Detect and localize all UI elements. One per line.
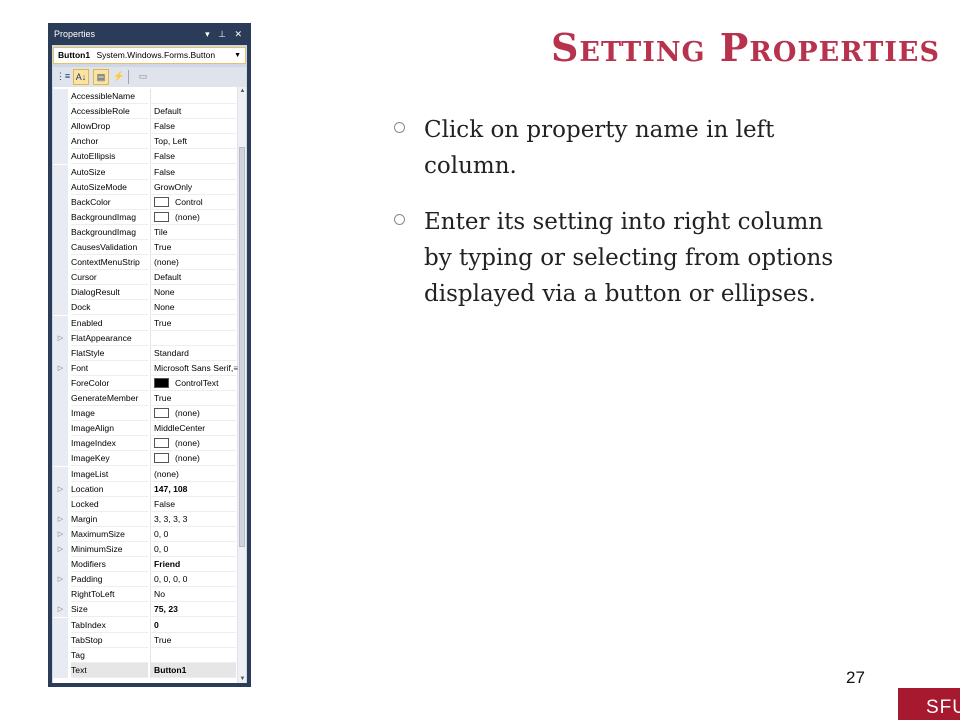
row-gutter (53, 587, 68, 602)
property-name[interactable]: TabStop (71, 633, 148, 648)
property-name[interactable]: BackColor (71, 195, 148, 210)
row-gutter (53, 195, 68, 210)
property-value-text: Friend (154, 559, 181, 570)
property-name[interactable]: Tag (71, 648, 148, 663)
property-name[interactable]: MinimumSize (71, 542, 148, 557)
bullet-item (394, 112, 834, 184)
property-name[interactable]: AutoSizeMode (71, 180, 148, 195)
property-name[interactable]: Font (71, 361, 148, 376)
row-gutter (53, 406, 68, 421)
scroll-down-icon[interactable]: ▼ (239, 676, 246, 682)
property-value-text: 0, 0, 0, 0 (154, 574, 188, 585)
property-name[interactable]: Modifiers (71, 557, 148, 572)
events-icon[interactable]: ⚡ (113, 71, 125, 81)
grid-scrollbar[interactable] (237, 87, 246, 683)
property-value[interactable] (150, 104, 236, 119)
property-value[interactable] (150, 663, 236, 678)
row-gutter (53, 497, 68, 512)
property-value-text: MiddleCenter (154, 423, 206, 434)
color-swatch-icon (154, 408, 169, 418)
property-value-text: (none) (154, 468, 179, 479)
expand-icon[interactable]: ▷ (53, 482, 68, 497)
property-row[interactable] (53, 451, 236, 466)
property-value[interactable] (150, 180, 236, 195)
row-gutter (53, 300, 68, 315)
property-row[interactable] (53, 165, 236, 180)
property-name[interactable]: MaximumSize (71, 527, 148, 542)
property-row[interactable] (53, 602, 236, 617)
property-name[interactable]: BackgroundImag (71, 210, 148, 225)
property-value[interactable] (150, 633, 236, 648)
color-swatch-icon (154, 378, 169, 388)
property-value-text: 0 (154, 619, 159, 630)
expand-icon[interactable]: ▷ (53, 572, 68, 587)
property-value[interactable] (150, 467, 236, 482)
property-name[interactable]: Text (71, 663, 148, 678)
bullet-marker-icon (394, 122, 405, 133)
property-value-text: 3, 3, 3, 3 (154, 513, 188, 524)
property-name[interactable]: BackgroundImag (71, 225, 148, 240)
property-value[interactable] (150, 331, 236, 346)
property-row[interactable] (53, 587, 236, 602)
property-value[interactable] (150, 134, 236, 149)
property-value[interactable] (150, 542, 236, 557)
property-name[interactable]: Cursor (71, 270, 148, 285)
property-value-text: Standard (154, 347, 189, 358)
property-value-text: (none) (175, 438, 200, 449)
bullet-item (394, 204, 834, 312)
property-value[interactable] (150, 451, 236, 466)
property-value[interactable] (150, 406, 236, 421)
property-name[interactable]: Size (71, 602, 148, 617)
property-value-text: False (154, 121, 176, 132)
property-row[interactable] (53, 557, 236, 572)
property-value[interactable] (150, 527, 236, 542)
property-value[interactable] (150, 225, 236, 240)
property-value[interactable] (150, 648, 236, 663)
properties-title: Properties (54, 29, 96, 39)
property-value-text: No (154, 589, 165, 600)
property-value-text: True (154, 242, 172, 252)
row-gutter (53, 210, 68, 225)
property-pages-icon[interactable]: ▭ (138, 71, 148, 81)
row-gutter (53, 119, 68, 134)
property-value[interactable] (150, 270, 236, 285)
bullet-text: Enter its setting into right column by typing or selecting from options displayed via a button or ellipses. (424, 209, 834, 307)
bullet-text: Click on property name in left column. (424, 117, 775, 179)
property-value-text: Microsoft Sans Serif, (154, 362, 234, 373)
row-gutter (53, 240, 68, 255)
property-name[interactable]: FlatAppearance (71, 331, 148, 346)
property-row[interactable] (53, 285, 236, 300)
row-gutter (53, 180, 68, 195)
row-gutter (53, 467, 68, 482)
property-name[interactable]: DialogResult (71, 285, 148, 300)
row-gutter (53, 89, 68, 104)
property-name[interactable]: Padding (71, 572, 148, 587)
row-gutter (53, 104, 68, 119)
property-name[interactable]: Image (71, 406, 148, 421)
bullet-marker-icon (394, 214, 405, 225)
row-gutter (53, 648, 68, 663)
property-row[interactable] (53, 391, 236, 406)
property-value[interactable] (150, 572, 236, 587)
property-value[interactable] (150, 618, 236, 633)
property-name[interactable]: Enabled (71, 316, 148, 331)
property-name[interactable]: ForeColor (71, 376, 148, 391)
property-value-text: True (154, 393, 172, 403)
property-value-text: True (154, 317, 172, 328)
property-row[interactable] (53, 436, 236, 451)
property-row[interactable] (53, 119, 236, 134)
property-row[interactable] (53, 346, 236, 361)
scroll-up-icon[interactable]: ▲ (239, 88, 246, 94)
property-value-text: Control (175, 196, 203, 207)
property-row[interactable] (53, 527, 236, 542)
property-value-text: (none) (175, 408, 200, 419)
property-row[interactable] (53, 497, 236, 512)
property-name[interactable]: Anchor (71, 134, 148, 149)
property-value[interactable] (150, 391, 236, 406)
property-row[interactable] (53, 255, 236, 270)
property-value-text: 0, 0 (154, 544, 169, 554)
property-row[interactable] (53, 406, 236, 421)
sfu-logo: SFU (898, 688, 960, 720)
property-value[interactable] (150, 602, 236, 617)
property-value[interactable] (150, 285, 236, 300)
property-value-text: (none) (175, 453, 200, 464)
expand-icon[interactable]: ▷ (53, 512, 68, 527)
ellipsis-button-icon[interactable]: ≡ (233, 363, 238, 373)
property-name[interactable]: ContextMenuStrip (71, 255, 148, 270)
property-value[interactable] (150, 300, 236, 315)
property-value-text: True (154, 634, 172, 645)
property-row[interactable] (53, 467, 236, 482)
property-row[interactable] (53, 300, 236, 315)
property-value[interactable] (150, 482, 236, 497)
row-gutter (53, 451, 68, 466)
property-name[interactable]: ImageAlign (71, 421, 148, 436)
property-name[interactable]: ImageIndex (71, 436, 148, 451)
property-value-text: False (154, 151, 176, 162)
row-gutter (53, 285, 68, 300)
color-swatch-icon (154, 453, 169, 463)
property-value-text: 147, 108 (154, 483, 188, 494)
property-row[interactable] (53, 512, 236, 527)
property-row[interactable] (53, 149, 236, 164)
property-value[interactable] (150, 421, 236, 436)
property-value-text: GrowOnly (154, 181, 193, 192)
property-name[interactable]: RightToLeft (71, 587, 148, 602)
property-value[interactable] (150, 89, 236, 104)
row-gutter (53, 346, 68, 361)
property-row[interactable] (53, 361, 236, 376)
color-swatch-icon (154, 438, 169, 448)
properties-title-bar (48, 23, 251, 45)
row-gutter (53, 165, 68, 180)
property-value-text: False (154, 166, 176, 177)
property-value-text: None (154, 287, 175, 298)
property-name[interactable]: AutoSize (71, 165, 148, 180)
property-row[interactable] (53, 542, 236, 557)
property-name[interactable]: ImageList (71, 467, 148, 482)
object-selector[interactable] (53, 47, 246, 64)
categorized-icon[interactable]: ⋮≡ (55, 71, 71, 81)
row-gutter (53, 270, 68, 285)
property-row[interactable] (53, 663, 236, 678)
property-row[interactable] (53, 180, 236, 195)
property-value[interactable] (150, 255, 236, 270)
row-gutter (53, 255, 68, 270)
property-row[interactable] (53, 134, 236, 149)
color-swatch-icon (154, 212, 169, 222)
property-row[interactable] (53, 482, 236, 497)
expand-icon[interactable]: ▷ (53, 361, 68, 376)
row-gutter (53, 663, 68, 678)
property-row[interactable] (53, 89, 236, 104)
object-type: System.Windows.Forms.Button (96, 50, 216, 60)
property-row[interactable] (53, 331, 236, 346)
row-gutter (53, 557, 68, 572)
property-value[interactable] (150, 376, 236, 391)
property-name[interactable]: CausesValidation (71, 240, 148, 255)
property-value[interactable] (150, 557, 236, 572)
window-controls-icon[interactable]: ▾ ⊥ ✕ (205, 29, 245, 39)
property-value[interactable] (150, 119, 236, 134)
property-value[interactable] (150, 436, 236, 451)
property-value-text: Default (154, 106, 182, 117)
property-row[interactable] (53, 210, 236, 225)
properties-icon[interactable]: ▤ (93, 69, 109, 85)
property-name[interactable]: AccessibleRole (71, 104, 148, 119)
expand-icon[interactable]: ▷ (53, 602, 68, 617)
property-grid (53, 87, 246, 683)
property-row[interactable] (53, 421, 236, 436)
property-value[interactable] (150, 497, 236, 512)
row-gutter (53, 134, 68, 149)
bullet-list (394, 112, 834, 332)
toolbar-separator (128, 70, 129, 84)
property-value[interactable] (150, 165, 236, 180)
row-gutter (53, 391, 68, 406)
property-value[interactable] (150, 587, 236, 602)
color-swatch-icon (154, 197, 169, 207)
expand-icon[interactable]: ▷ (53, 331, 68, 346)
property-value-text: False (154, 498, 176, 509)
property-value[interactable] (150, 346, 236, 361)
property-row[interactable] (53, 648, 236, 663)
property-name[interactable]: Dock (71, 300, 148, 315)
property-row[interactable] (53, 572, 236, 587)
row-gutter (53, 316, 68, 331)
property-value-text: Button1 (154, 664, 187, 675)
property-value[interactable] (150, 149, 236, 164)
property-row[interactable] (53, 240, 236, 255)
object-name: Button1 (58, 50, 91, 60)
property-row[interactable] (53, 633, 236, 648)
properties-body (52, 45, 247, 683)
property-name[interactable]: AutoEllipsis (71, 149, 148, 164)
property-value-text: Default (154, 272, 182, 283)
property-row[interactable] (53, 104, 236, 119)
property-name[interactable]: FlatStyle (71, 346, 148, 361)
property-value-text: 75, 23 (154, 604, 178, 615)
property-value-text: (none) (154, 257, 179, 268)
properties-toolbar (53, 67, 246, 87)
scroll-thumb[interactable] (239, 147, 245, 547)
property-row[interactable] (53, 195, 236, 210)
property-value-text: None (154, 302, 175, 313)
property-value[interactable] (150, 361, 236, 376)
property-name[interactable]: TabIndex (71, 618, 148, 633)
property-value[interactable] (150, 240, 236, 255)
property-name[interactable]: Locked (71, 497, 148, 512)
row-gutter (53, 436, 68, 451)
expand-icon[interactable]: ▷ (53, 527, 68, 542)
row-gutter (53, 421, 68, 436)
property-row[interactable] (53, 618, 236, 633)
property-value-text: Top, Left (154, 136, 187, 147)
property-name[interactable]: AllowDrop (71, 119, 148, 134)
property-value[interactable] (150, 512, 236, 527)
property-name[interactable]: ImageKey (71, 451, 148, 466)
property-value-text: (none) (175, 211, 200, 222)
property-value-text: Tile (154, 226, 168, 237)
property-name[interactable]: GenerateMember (71, 391, 148, 406)
expand-icon[interactable]: ▷ (53, 542, 68, 557)
slide-title: Setting Properties (550, 25, 940, 70)
property-row[interactable] (53, 376, 236, 391)
property-name[interactable]: Margin (71, 512, 148, 527)
dropdown-arrow-icon[interactable]: ▼ (234, 52, 241, 59)
property-value[interactable] (150, 195, 236, 210)
row-gutter (53, 225, 68, 240)
property-value[interactable] (150, 316, 236, 331)
properties-window (48, 23, 251, 687)
property-row[interactable] (53, 225, 236, 240)
property-value-text: 0, 0 (154, 528, 169, 539)
row-gutter (53, 149, 68, 164)
alphabetical-icon[interactable]: A↓ (73, 69, 89, 85)
property-row[interactable] (53, 316, 236, 331)
property-value[interactable] (150, 210, 236, 225)
row-gutter (53, 633, 68, 648)
property-value-text: ControlText (175, 377, 219, 388)
property-row[interactable] (53, 270, 236, 285)
row-gutter (53, 618, 68, 633)
property-name[interactable]: AccessibleName (71, 89, 148, 104)
property-name[interactable]: Location (71, 482, 148, 497)
row-gutter (53, 376, 68, 391)
page-number: 27 (846, 668, 865, 687)
